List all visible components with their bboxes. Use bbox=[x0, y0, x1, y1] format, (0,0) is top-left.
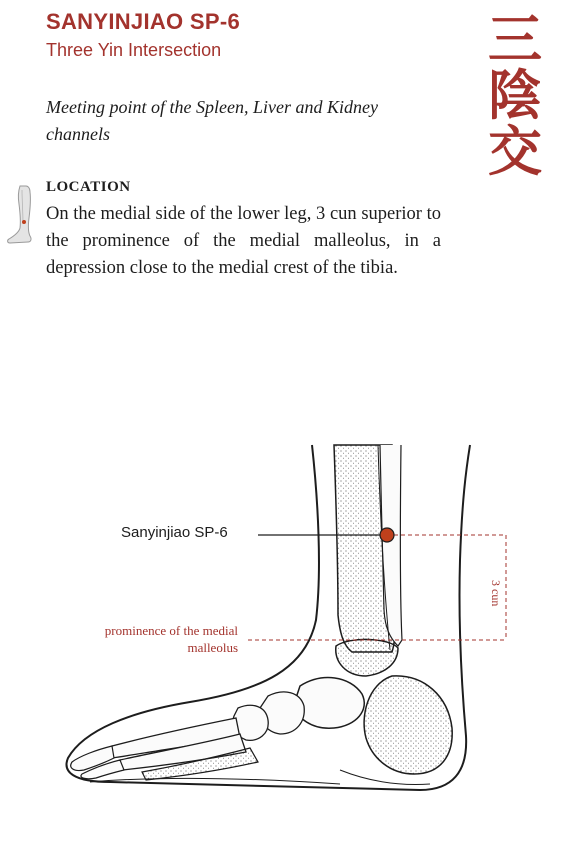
foot-illustration bbox=[0, 440, 577, 862]
page-subtitle: Three Yin Intersection bbox=[46, 40, 222, 60]
chinese-char-1: 三 bbox=[488, 8, 542, 71]
point-label: Sanyinjiao SP-6 bbox=[121, 524, 228, 541]
distance-label: 3 cun bbox=[489, 580, 503, 607]
malleolus-label: prominence of the medial malleolus bbox=[104, 623, 238, 655]
location-text: On the medial side of the lower leg, 3 cun superior to the prominence of the medial malleolus, in a depression close to the medial crest of the tibia. bbox=[46, 204, 441, 278]
leg-icon bbox=[4, 184, 40, 246]
chinese-char-2: 陰 bbox=[488, 64, 542, 127]
chinese-char-3: 交 bbox=[488, 120, 542, 183]
meeting-point-text: Meeting point of the Spleen, Liver and Kidney channels bbox=[46, 97, 378, 144]
page-title: SANYINJIAO SP-6 bbox=[46, 9, 240, 34]
location-heading: LOCATION bbox=[46, 179, 131, 195]
chinese-calligraphy bbox=[482, 8, 548, 183]
acupoint-marker-icon bbox=[380, 528, 394, 542]
